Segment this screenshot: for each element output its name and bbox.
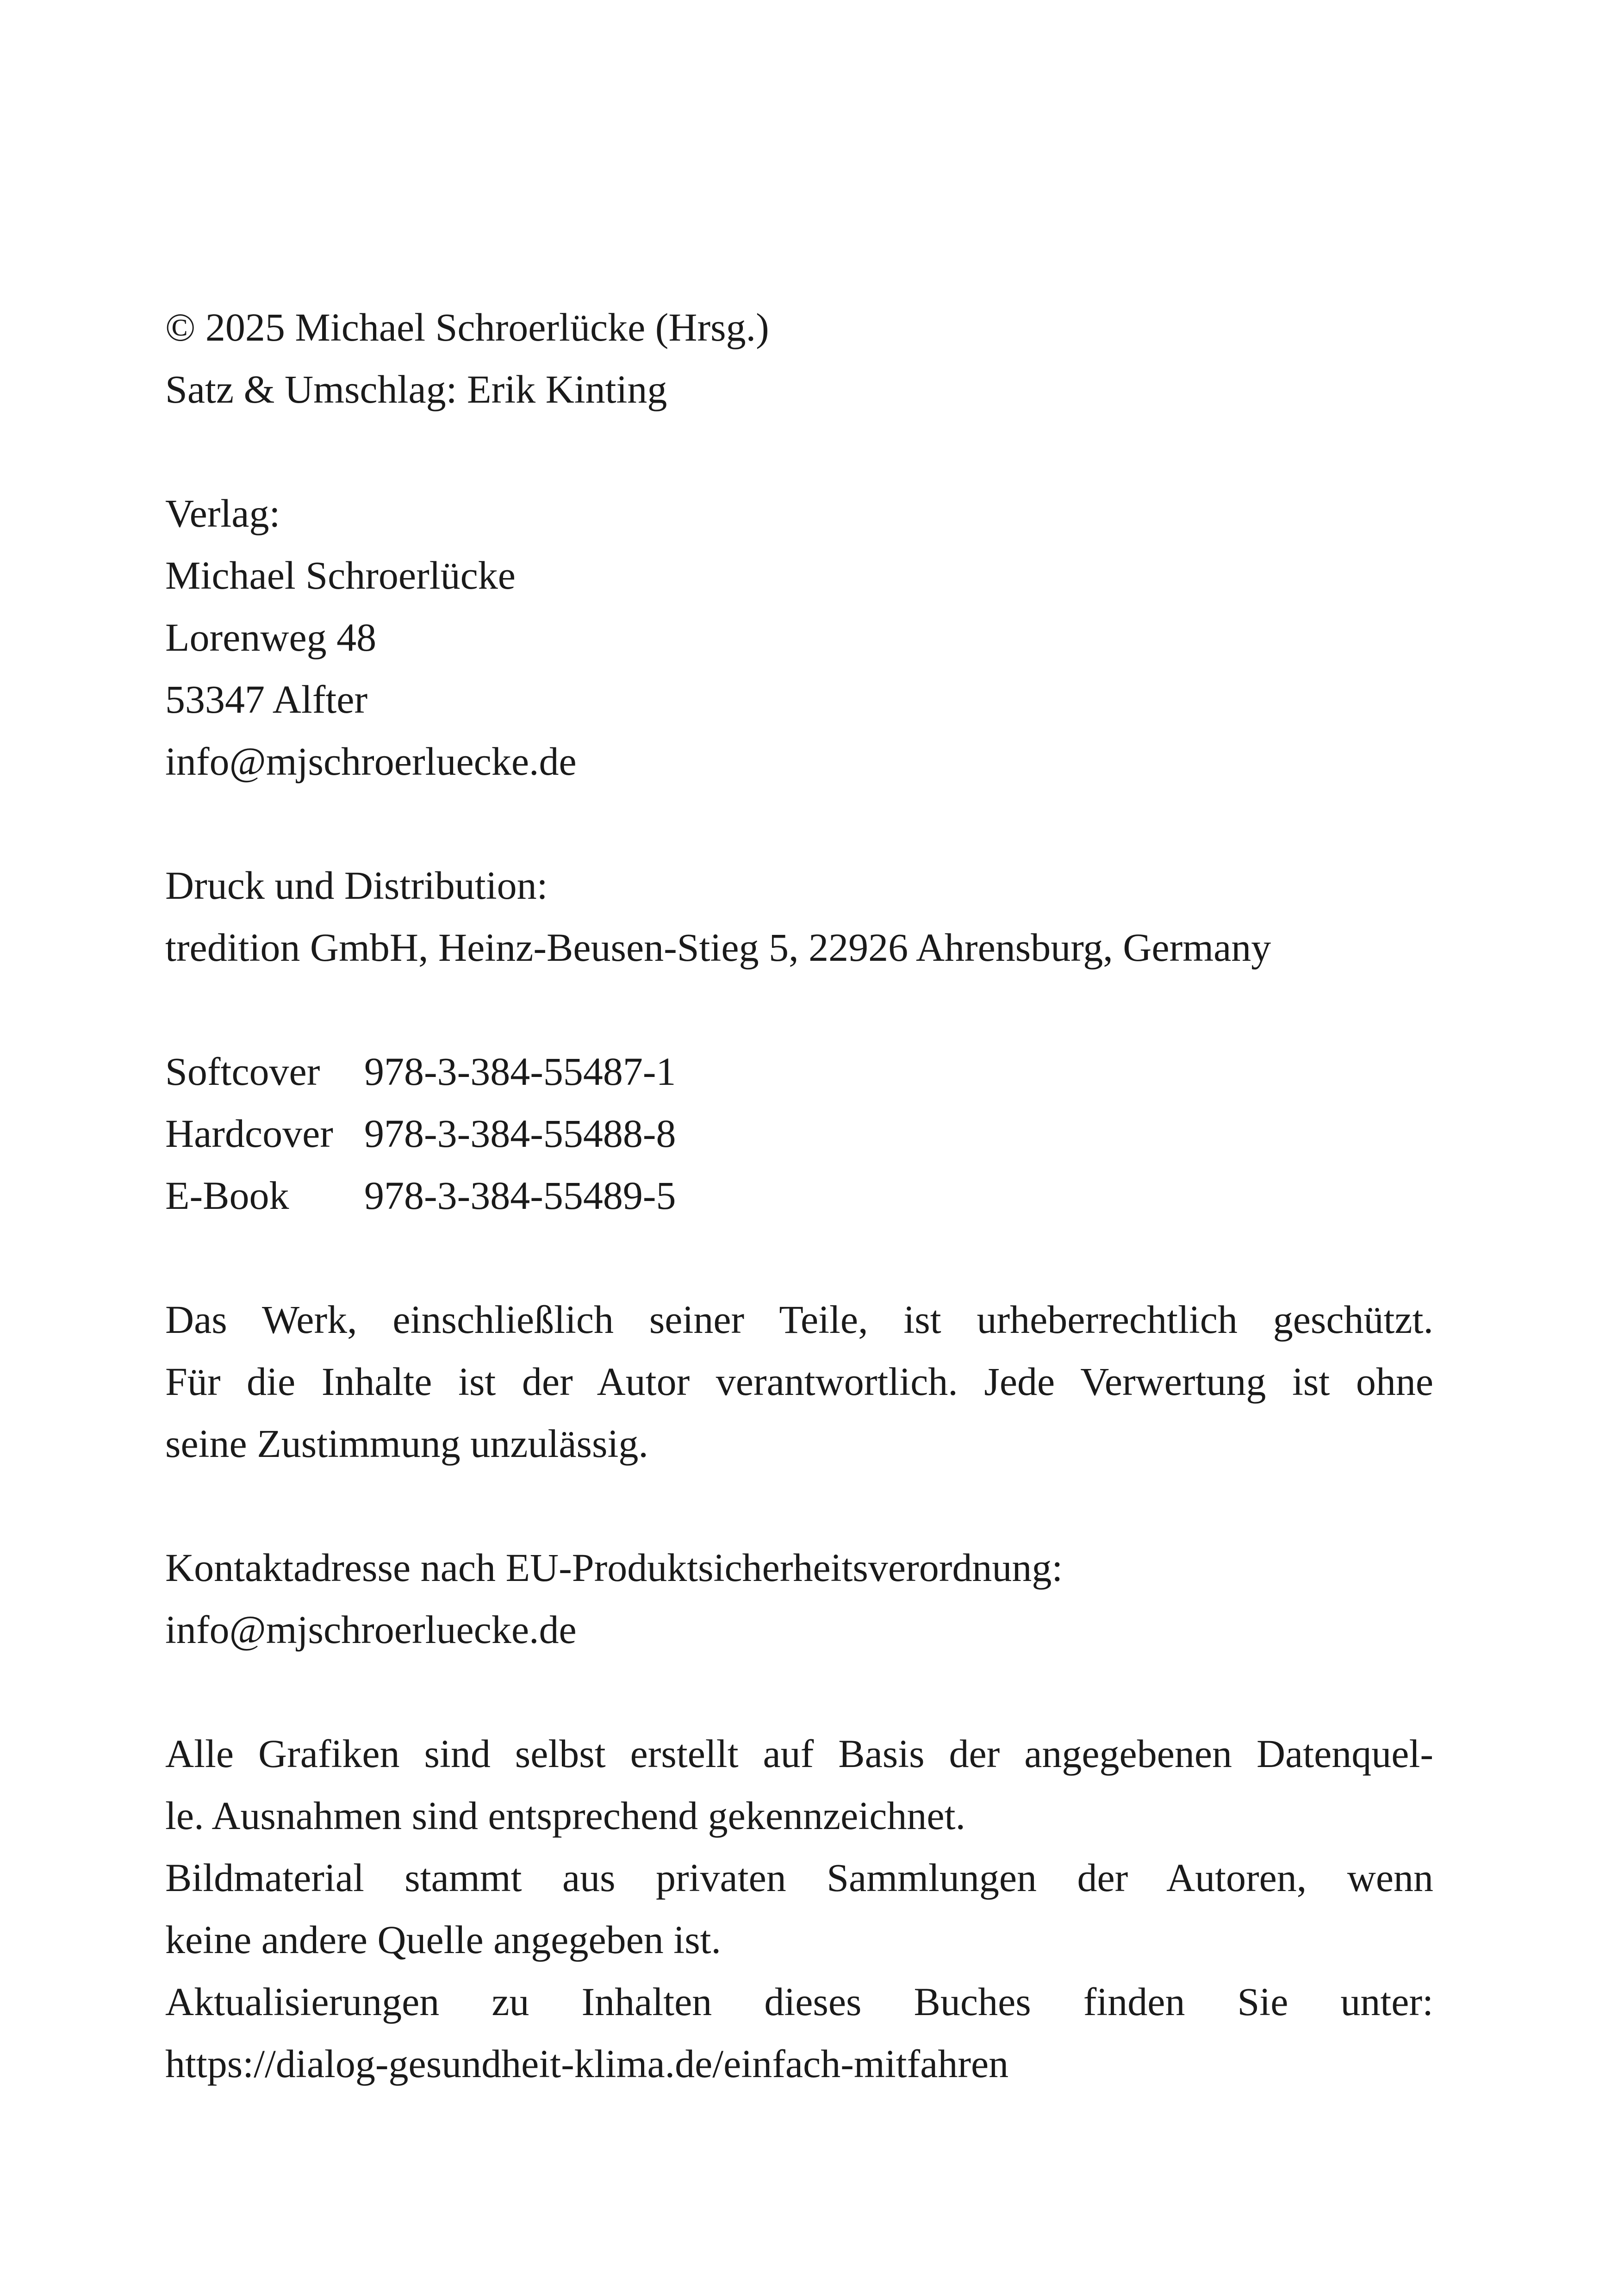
spacer: [165, 1661, 1433, 1723]
isbn-number: 978-3-384-55487-1: [364, 1049, 676, 1094]
notes-line: le. Ausnahmen sind entsprechend gekennzeichnet.: [165, 1793, 965, 1838]
spacer: [165, 1475, 1433, 1537]
notes-line: Alle Grafiken sind selbst erstellt auf Basis der angegebenen Datenquel-: [165, 1731, 1433, 1776]
distribution-address: tredition GmbH, Heinz-Beusen-Stieg 5, 22926 Ahrensburg, Germany: [165, 925, 1271, 970]
isbn-format: Softcover: [165, 1049, 320, 1094]
isbn-format: E-Book: [165, 1173, 289, 1218]
distribution-block: [165, 854, 1433, 978]
isbn-row-softcover: [165, 1040, 1433, 1102]
notice-line: Für die Inhalte ist der Autor verantwortlich. Jede Verwertung ist ohne: [165, 1359, 1433, 1404]
notice-line: seine Zustimmung unzulässig.: [165, 1421, 648, 1466]
copyright-notice: [165, 1288, 1433, 1475]
credits-block: [165, 296, 1433, 420]
publisher-name: Michael Schroerlücke: [165, 553, 516, 597]
publisher-email: info@mjschroerluecke.de: [165, 739, 577, 784]
isbn-row-ebook: [165, 1164, 1433, 1226]
contact-email: info@mjschroerluecke.de: [165, 1607, 577, 1652]
isbn-block: [165, 1040, 1433, 1226]
design-credit: Satz & Umschlag: Erik Kinting: [165, 367, 667, 411]
publisher-heading: Verlag:: [165, 491, 280, 535]
update-url: https://dialog-gesundheit-klima.de/einfach-mitfahren: [165, 2041, 1009, 2086]
copyright-line: © 2025 Michael Schroerlücke (Hrsg.): [165, 305, 769, 349]
publisher-city: 53347 Alfter: [165, 677, 368, 722]
isbn-row-hardcover: [165, 1102, 1433, 1164]
notice-line: Das Werk, einschließlich seiner Teile, ist urheberrechtlich geschützt.: [165, 1297, 1433, 1342]
notes-block: [165, 1723, 1433, 2095]
isbn-number: 978-3-384-55488-8: [364, 1111, 676, 1156]
spacer: [165, 978, 1433, 1040]
contact-heading: Kontaktadresse nach EU-Produktsicherheitsverordnung:: [165, 1545, 1063, 1590]
notes-line: Bildmaterial stammt aus privaten Sammlungen der Autoren, wenn: [165, 1855, 1433, 1900]
isbn-format: Hardcover: [165, 1111, 333, 1156]
notes-line: keine andere Quelle angegeben ist.: [165, 1917, 722, 1962]
spacer: [165, 1226, 1433, 1288]
contact-block: [165, 1537, 1433, 1661]
notes-line: Aktualisierungen zu Inhalten dieses Buches finden Sie unter:: [165, 1979, 1433, 2024]
distribution-heading: Druck und Distribution:: [165, 863, 548, 908]
publisher-block: [165, 482, 1433, 792]
spacer: [165, 792, 1433, 854]
publisher-street: Lorenweg 48: [165, 615, 377, 660]
imprint-content: [165, 296, 1433, 2095]
spacer: [165, 420, 1433, 482]
isbn-number: 978-3-384-55489-5: [364, 1173, 676, 1218]
